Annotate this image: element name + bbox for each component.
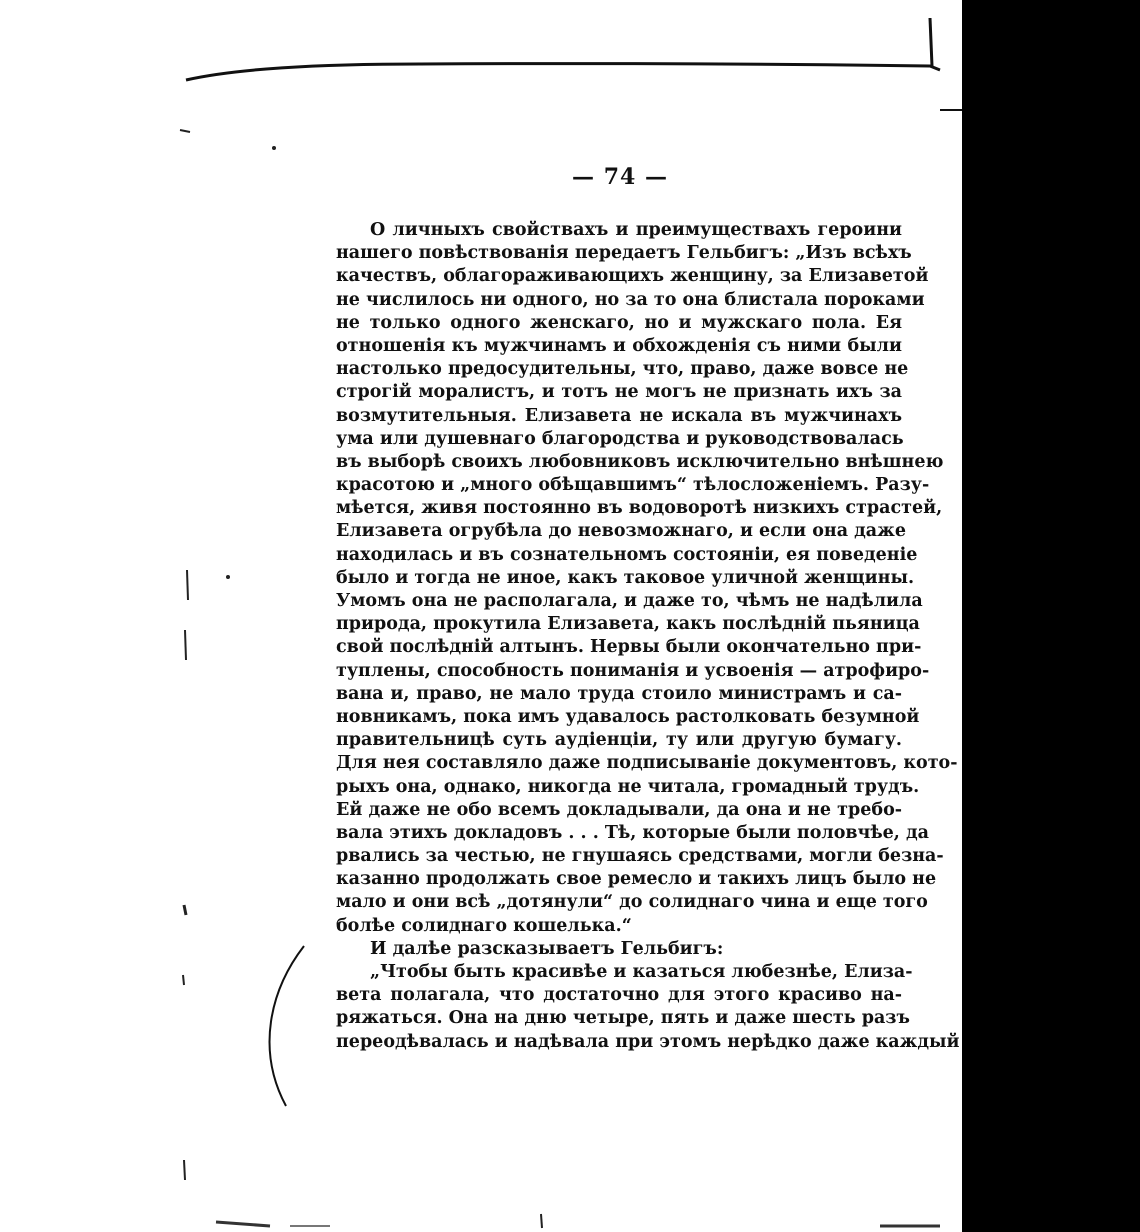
text-line: строгій моралистъ, и тотъ не могъ не признать ихъ за xyxy=(336,382,902,403)
margin-dot xyxy=(272,146,276,150)
text-line: Ей даже не обо всемъ докладывали, да она и не требо- xyxy=(336,799,902,820)
text-line: возмутительныя. Елизавета не искала въ мужчинахъ xyxy=(336,405,902,426)
bottom-edge-mark xyxy=(541,1214,542,1228)
text-line: И далѣе разсказываетъ Гельбигъ: xyxy=(370,938,724,959)
text-line: было и тогда не иное, какъ таковое уличной женщины. xyxy=(336,567,915,588)
text-line: О личныхъ свойствахъ и преимуществахъ героини xyxy=(370,220,902,240)
margin-mark xyxy=(185,630,186,660)
margin-mark xyxy=(184,1160,185,1180)
text-line: болѣе солиднаго кошелька.“ xyxy=(336,915,632,936)
text-line: „Чтобы быть красивѣе и казаться любезнѣе, Елиза- xyxy=(370,962,913,982)
text-line: природа, прокутила Елизавета, какъ послѣдній пьяница xyxy=(336,614,920,635)
text-line: не только одного женскаго, но и мужскаго пола. Ея xyxy=(336,312,902,333)
text-line: вала этихъ докладовъ . . . Тѣ, которые были половчѣе, да xyxy=(336,822,929,843)
page-number: — 74 — xyxy=(572,164,668,190)
margin-dot xyxy=(226,575,230,579)
text-line: мѣется, живя постоянно въ водоворотѣ низкихъ страстей, xyxy=(336,498,943,519)
body-text xyxy=(336,219,960,1054)
text-line: вана и, право, не мало труда стоило министрамъ и са- xyxy=(336,683,902,704)
text-line: ума или душевнаго благородства и руководствовалась xyxy=(336,428,904,449)
text-line: находилась и въ сознательномъ состояніи, ея поведеніе xyxy=(336,544,918,565)
text-line: качествъ, облагораживающихъ женщину, за Елизаветой xyxy=(336,266,929,287)
text-line: не числилось ни одного, но за то она блистала пороками xyxy=(336,289,925,310)
bracket-mark xyxy=(270,946,304,1106)
text-line: свой послѣдній алтынъ. Нервы были окончательно при- xyxy=(336,637,922,658)
text-line: красотою и „много обѣщавшимъ“ тѣлосложеніемъ. Разу- xyxy=(336,475,930,496)
text-line: Для нея составляло даже подписываніе документовъ, кото- xyxy=(336,753,958,774)
text-line: вета полагала, что достаточно для этого красиво на- xyxy=(336,985,902,1006)
text-line: переодѣвалась и надѣвала при этомъ нерѣдко даже каждый xyxy=(336,1031,960,1052)
text-line: новникамъ, пока имъ удавалось растолковать безумной xyxy=(336,706,920,727)
text-line: отношенія къ мужчинамъ и обхожденія съ ними были xyxy=(336,335,902,356)
text-line: Умомъ она не располагала, и даже то, чѣмъ не надѣлила xyxy=(336,591,923,611)
margin-mark xyxy=(180,130,190,132)
margin-mark xyxy=(187,570,188,600)
text-line: настолько предосудительны, что, право, даже вовсе не xyxy=(336,359,909,380)
text-line: рвались за честью, не гнушаясь средствами, могли безна- xyxy=(336,846,944,867)
margin-mark xyxy=(184,905,186,915)
text-line: мало и они всѣ „дотянули“ до солиднаго чина и еще того xyxy=(336,892,928,913)
text-line: въ выборѣ своихъ любовниковъ исключительно внѣшнею xyxy=(336,451,944,472)
text-line: туплены, способность пониманія и усвоенія — атрофиро- xyxy=(336,660,930,681)
bottom-edge-streak xyxy=(216,1222,270,1226)
margin-mark xyxy=(183,975,184,985)
text-line: нашего повѣствованія передаетъ Гельбигъ: „Изъ всѣхъ xyxy=(336,243,912,264)
text-line: рыхъ она, однако, никогда не читала, громадный трудъ. xyxy=(336,776,920,797)
page-edge-tick xyxy=(930,18,932,66)
text-line: правительницѣ суть аудіенціи, ту или другую бумагу. xyxy=(336,730,902,751)
text-line: казанно продолжать свое ремесло и такихъ лицъ было не xyxy=(336,869,937,890)
page-edge-curve xyxy=(186,64,940,80)
text-line: Елизавета огрубѣла до невозможнаго, и если она даже xyxy=(336,521,906,542)
text-line: ряжаться. Она на дню четыре, пять и даже шесть разъ xyxy=(336,1008,910,1029)
